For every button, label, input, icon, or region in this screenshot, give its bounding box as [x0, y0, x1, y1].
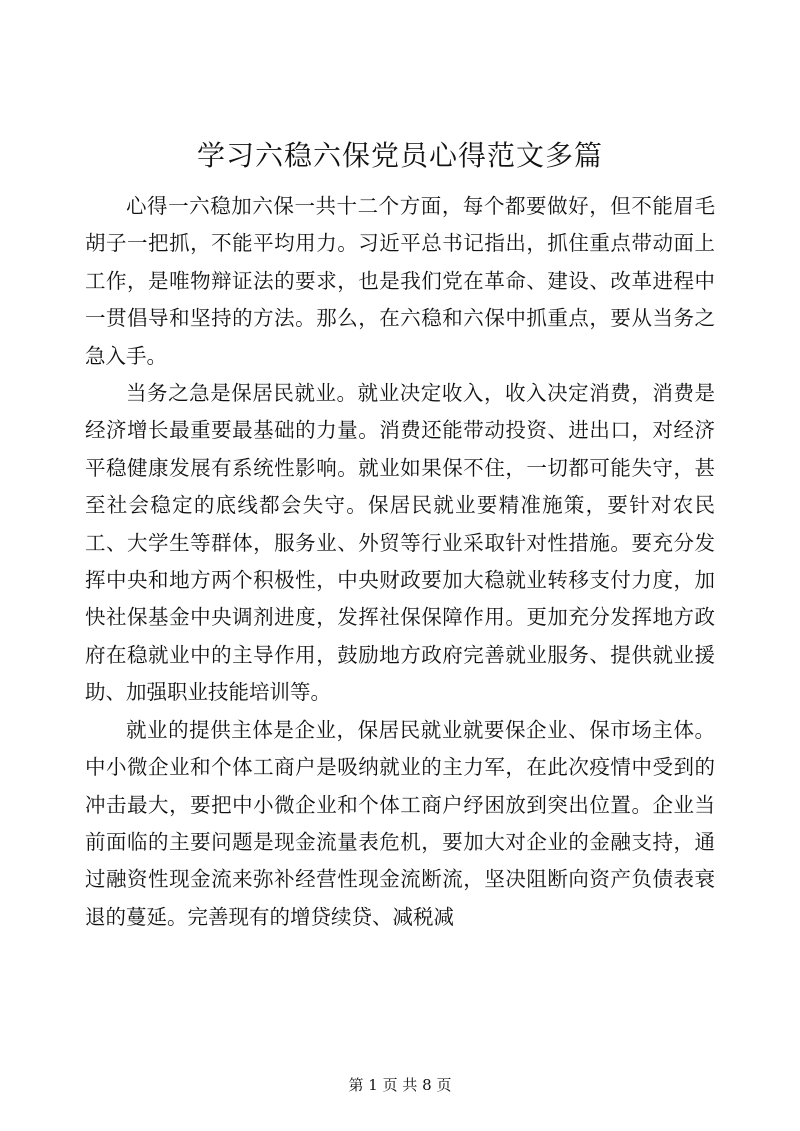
document-title: 学习六稳六保党员心得范文多篇 [196, 139, 603, 172]
paragraph-2: 当务之急是保居民就业。就业决定收入，收入决定消费，消费是经济增长最重要最基础的力量。消费还能带动投资、进出口，对经济平稳健康发展有系统性影响。就业如果保不住，一切都可能失守，甚至社会稳定的底线都会失守。保居民就业要精准施策，要针对农民工、大学生等群体，服务业、外贸等行业采取针对性措施。要充分发挥中央和地方两个积极性，中央财政要加大稳就业转移支付力度，加快社保基金中央调剂进度，发挥社保保障作用。更加充分发挥地方政府在稳就业中的主导作用，鼓励地方政府完善就业服务、提供就业援助、加强职业技能培训等。 [85, 381, 715, 705]
page-footer: 第 1 页 共 8 页 [348, 1076, 452, 1094]
document-body [85, 188, 715, 936]
paragraph-1: 心得一六稳加六保一共十二个方面，每个都要做好，但不能眉毛胡子一把抓，不能平均用力。习近平总书记指出，抓住重点带动面上工作，是唯物辩证法的要求，也是我们党在革命、建设、改革进程中一贯倡导和坚持的方法。那么，在六稳和六保中抓重点，要从当务之急入手。 [85, 194, 715, 368]
paragraph-3: 就业的提供主体是企业，保居民就业就要保企业、保市场主体。中小微企业和个体工商户是吸纳就业的主力军，在此次疫情中受到的冲击最大，要把中小微企业和个体工商户纾困放到突出位置。企业当前面临的主要问题是现金流量表危机，要加大对企业的金融支持，通过融资性现金流来弥补经营性现金流断流，坚决阻断向资产负债表衰退的蔓延。完善现有的增贷续贷、减税减 [85, 717, 715, 929]
